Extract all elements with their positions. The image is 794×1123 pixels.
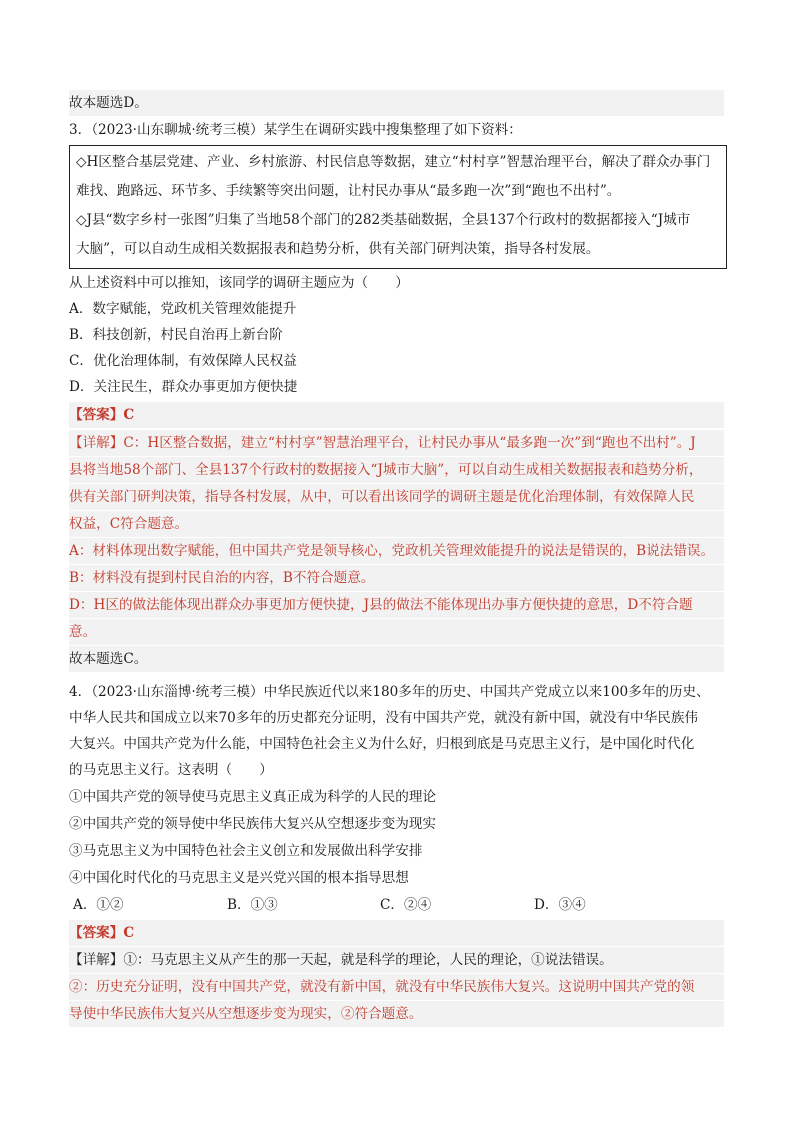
q3-detail-line: 供有关部门研判决策，指导各村发展，从中，可以看出该同学的调研主题是优化治理体制，有效保障人民 xyxy=(69,484,724,510)
q3-stem: 3．（2023·山东聊城·统考三模）某学生在调研实践中搜集整理了如下资料： xyxy=(69,122,522,138)
q3-detail-line: 县将当地58个部门、全县137个行政村的数据接入“J城市大脑”，可以自动生成相关数据报表和趋势分析， xyxy=(69,457,724,483)
q3-material-line: 大脑”，可以自动生成相关数据报表和趋势分析，供有关部门研判决策，指导各村发展。 xyxy=(76,241,600,257)
q4-stem-line: 的马克思主义行。这表明（ ） xyxy=(69,762,273,778)
q3-material-line: ◇J县“数字乡村一张图”归集了当地58个部门的282类基础数据，全县137个行政村的数据都接入“J城市 xyxy=(76,212,691,228)
q4-detail-2: ②：历史充分证明，没有中国共产党，就没有新中国，就没有中华民族伟大复兴。这说明中国共产党的领 xyxy=(69,974,724,1000)
q3-detail-a: A：材料体现出数字赋能，但中国共产党是领导核心，党政机关管理效能提升的说法是错误的，B说法错误。 xyxy=(69,538,724,564)
q3-detail-d: D：H区的做法能体现出群众办事更加方便快捷，J县的做法不能体现出办事方便快捷的意思，D不符合题 xyxy=(69,592,724,618)
q3-detail-d: 意。 xyxy=(69,619,724,645)
q4-option-d: D．③④ xyxy=(534,897,586,913)
q3-detail-b: B：材料没有提到村民自治的内容，B不符合题意。 xyxy=(69,565,724,591)
q4-statement-1: ①中国共产党的领导使马克思主义真正成为科学的人民的理论 xyxy=(69,789,437,805)
q4-answer: 【答案】C xyxy=(69,920,724,946)
q4-stem-line: 中华人民共和国成立以来70多年的历史都充分证明，没有中国共产党，就没有新中国，就没有中华民族伟 xyxy=(69,710,699,726)
q3-conclusion: 故本题选C。 xyxy=(69,646,724,672)
q4-statement-4: ④中国化时代化的马克思主义是兴党兴国的根本指导思想 xyxy=(69,870,409,886)
q4-option-c: C．②④ xyxy=(380,897,432,913)
previous-conclusion: 故本题选D。 xyxy=(69,90,724,116)
q4-detail-1: 【详解】①：马克思主义从产生的那一天起，就是科学的理论，人民的理论，①说法错误。 xyxy=(69,947,724,973)
q4-option-b: B．①③ xyxy=(227,897,278,913)
q3-detail-line: 【详解】C：H区整合数据，建立“村村享”智慧治理平台，让村民办事从“最多跑一次”到“跑也不出村”。J xyxy=(69,430,724,456)
q3-material-box xyxy=(69,145,727,269)
q3-option-d: D．关注民生，群众办事更加方便快捷 xyxy=(69,379,298,395)
q3-material-line: ◇H区整合基层党建、产业、乡村旅游、村民信息等数据，建立“村村享”智慧治理平台，解决了群众办事门 xyxy=(76,154,711,170)
q4-stem-line: 4．（2023·山东淄博·统考三模）中华民族近代以来180多年的历史、中国共产党成立以来100多年的历史、 xyxy=(69,684,710,700)
q4-detail-2: 导使中华民族伟大复兴从空想逐步变为现实，②符合题意。 xyxy=(69,1001,724,1027)
q4-statement-2: ②中国共产党的领导使中华民族伟大复兴从空想逐步变为现实 xyxy=(69,816,437,832)
q3-answer: 【答案】C xyxy=(69,402,724,428)
q3-option-c: C．优化治理体制，有效保障人民权益 xyxy=(69,353,297,369)
q4-options-row xyxy=(69,892,724,918)
q4-option-a: A．①② xyxy=(73,897,124,913)
q3-option-b: B．科技创新，村民自治再上新台阶 xyxy=(69,327,283,343)
q4-statement-3: ③马克思主义为中国特色社会主义创立和发展做出科学安排 xyxy=(69,843,423,859)
q3-option-a: A．数字赋能，党政机关管理效能提升 xyxy=(69,301,297,317)
q3-question: 从上述资料中可以推知，该同学的调研主题应为（ ） xyxy=(69,275,409,291)
q4-stem-line: 大复兴。中国共产党为什么能，中国特色社会主义为什么好，归根到底是马克思主义行，是中国化时代化 xyxy=(69,736,695,752)
q3-material-line: 难找、跑路远、环节多、手续繁等突出问题，让村民办事从“最多跑一次”到“跑也不出村”。 xyxy=(76,183,621,199)
q3-detail-line: 权益，C符合题意。 xyxy=(69,511,724,537)
